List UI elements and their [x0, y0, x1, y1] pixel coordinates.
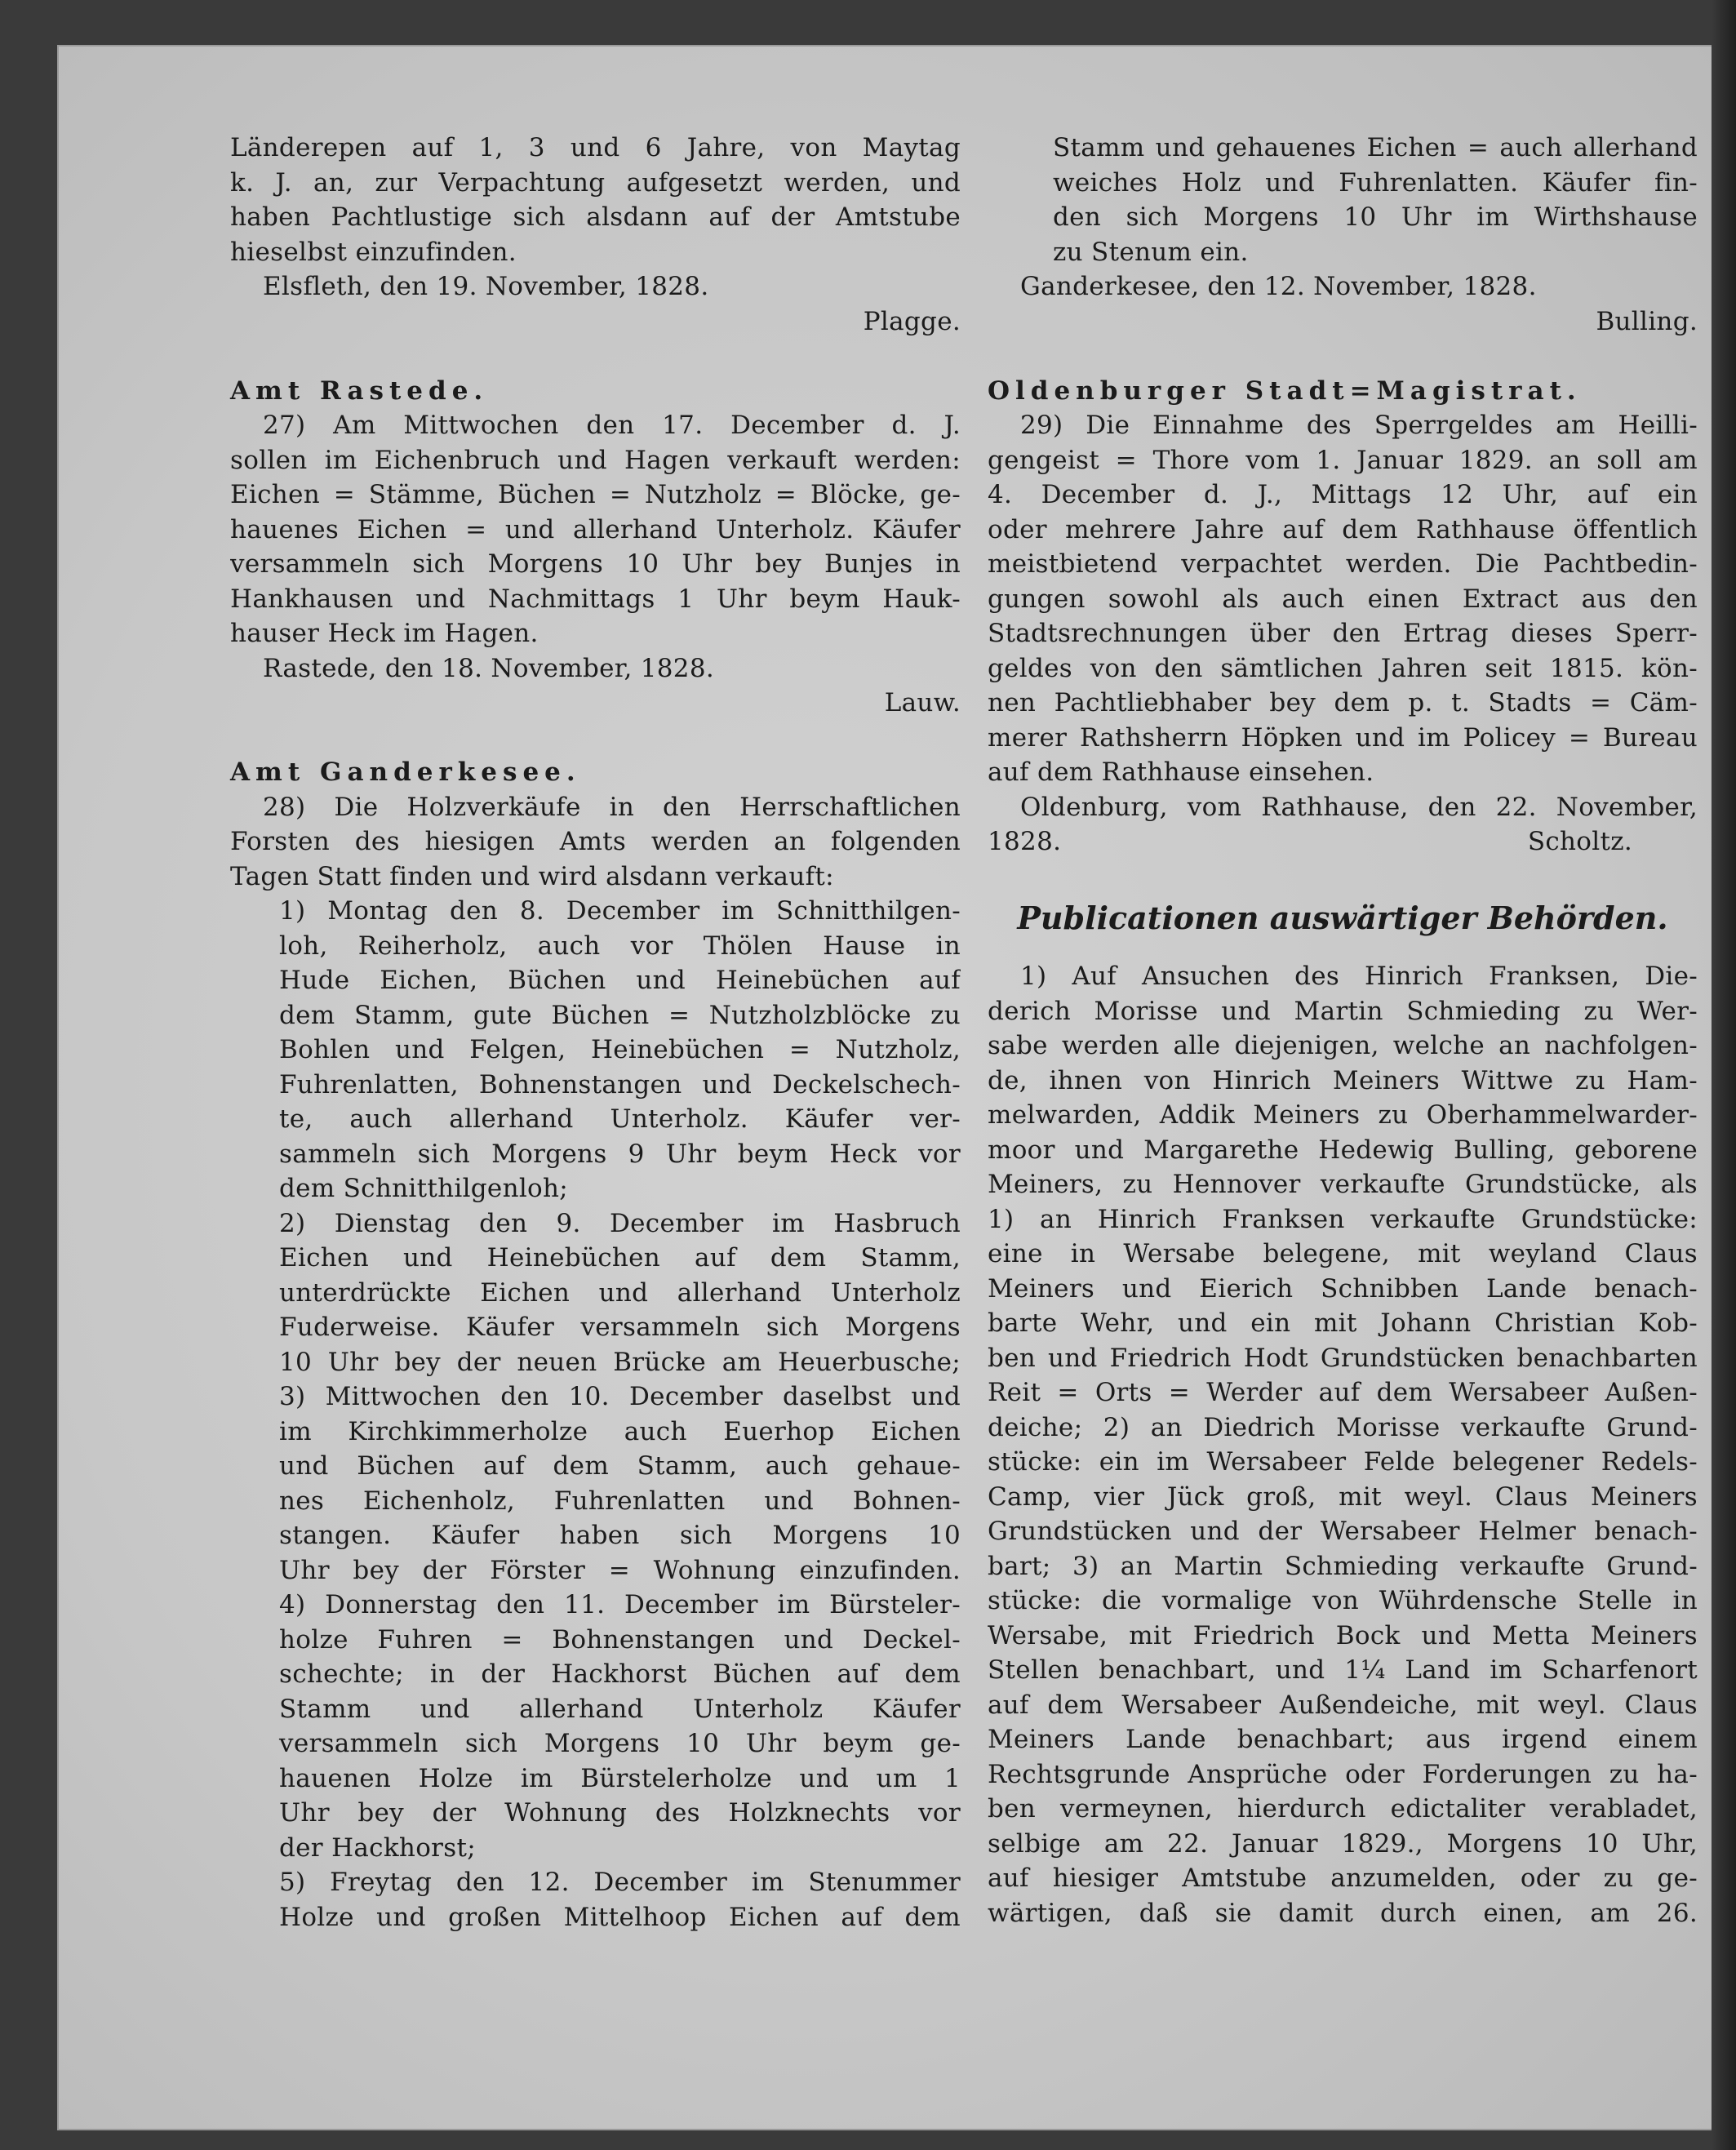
dateline-year: 1828. [988, 827, 1062, 856]
section-heading: Oldenburger Stadt=Magistrat. [988, 375, 1582, 406]
list-item-line: Bohlen und Felgen, Heinebüchen = Nutzholz, [279, 1035, 961, 1064]
spacer [988, 339, 1698, 374]
body-text-line: nen Pachtliebhaber bey dem p. t. Stadts = Cäm- [988, 688, 1698, 717]
signature: Scholtz. [1527, 827, 1632, 856]
list-item-line: Fuderweise. Käufer versammeln sich Morgens [279, 1313, 961, 1342]
spacer [230, 339, 961, 374]
body-text-line: hauser Heck im Hagen. [230, 619, 539, 648]
signature: Plagge. [863, 306, 961, 336]
body-text-line: Tagen Statt finden und wird alsdann verkauft: [230, 861, 834, 891]
body-text-line: Forsten des hiesigen Amts werden an folgenden [230, 827, 961, 856]
list-item-line: 4) Donnerstag den 11. December im Bürsteler- [279, 1590, 961, 1619]
list-item-line: 1) Montag den 8. December im Schnitthilgen- [279, 896, 961, 926]
body-text-line: 4. December d. J., Mittags 12 Uhr, auf ein [988, 480, 1698, 509]
list-item-line: sammeln sich Morgens 9 Uhr beym Heck vor [279, 1139, 961, 1169]
list-item-line: und Büchen auf dem Stamm, auch gehaue- [279, 1451, 961, 1481]
body-text-line: haben Pachtlustige sich alsdann auf der Amtstube [230, 202, 961, 232]
body-text-line: 28) Die Holzverkäufe in den Herrschaftlichen [263, 792, 961, 822]
spacer [988, 860, 1698, 895]
list-item-line: dem Schnitthilgenloh; [279, 1174, 569, 1203]
body-text-line: de, ihnen von Hinrich Meiners Wittwe zu Ham- [988, 1065, 1698, 1095]
list-item-line: loh, Reiherholz, auch vor Thölen Hause in [279, 931, 961, 961]
dateline: Oldenburg, vom Rathhause, den 22. November, [1020, 792, 1698, 822]
body-text-line: versammeln sich Morgens 10 Uhr bey Bunjes in [230, 549, 961, 579]
body-text-line: ben vermeynen, hierdurch edictaliter verabladet, [988, 1794, 1698, 1824]
body-text-line: 29) Die Einnahme des Sperrgeldes am Heilli- [1020, 411, 1698, 440]
body-text-line: 1) an Hinrich Franksen verkaufte Grundstücke: [988, 1204, 1698, 1234]
body-text-line: Stadtsrechnungen über den Ertrag dieses Sperr- [988, 619, 1698, 648]
list-item-line: Holze und großen Mittelhoop Eichen auf dem [279, 1902, 961, 1932]
dateline: Ganderkesee, den 12. November, 1828. [1020, 272, 1537, 301]
list-item-line: Hude Eichen, Büchen und Heinebüchen auf [279, 966, 961, 995]
list-item-line: unterdrückte Eichen und allerhand Unterholz [279, 1277, 961, 1308]
list-item-line: versammeln sich Morgens 10 Uhr beym ge- [279, 1729, 961, 1758]
signature: Lauw. [884, 688, 961, 717]
spacer [230, 721, 961, 756]
body-text-line: eine in Wersabe belegene, mit weyland Claus [988, 1239, 1698, 1268]
body-text-line: meistbietend verpachtet werden. Die Pachtbedin- [988, 549, 1698, 579]
page-edge-shadow [1712, 0, 1736, 2150]
list-item-line: Stamm und allerhand Unterholz Käufer [279, 1694, 961, 1724]
body-text-line: melwarden, Addik Meiners zu Oberhammelwarder- [988, 1100, 1698, 1130]
body-text-line: 27) Am Mittwochen den 17. December d. J. [263, 411, 961, 440]
body-text-line: Wersabe, mit Friedrich Bock und Metta Meiners [988, 1620, 1698, 1650]
body-text-line: hauenes Eichen = und allerhand Unterholz. Käufer [230, 514, 961, 544]
publications-heading: Publicationen auswärtiger Behörden. [1017, 900, 1668, 936]
body-text-line: Reit = Orts = Werder auf dem Wersabeer Außen- [988, 1378, 1698, 1407]
body-text-line: Stellen benachbart, und 1¼ Land im Scharfenort [988, 1655, 1698, 1685]
list-item-line: 10 Uhr bey der neuen Brücke am Heuerbusche; [279, 1347, 961, 1377]
body-text-line: sabe werden alle diejenigen, welche an nachfolgen- [988, 1031, 1698, 1060]
body-text-line: Eichen = Stämme, Büchen = Nutzholz = Blöcke, ge- [230, 480, 961, 509]
section-heading: Amt Rastede. [230, 375, 489, 406]
list-item-line: im Kirchkimmerholze auch Euerhop Eichen [279, 1416, 961, 1446]
body-text-line: Grundstücken und der Wersabeer Helmer benach- [988, 1517, 1698, 1546]
body-text-line: derich Morisse und Martin Schmieding zu Wer- [988, 996, 1698, 1026]
body-text-line: den sich Morgens 10 Uhr im Wirthshause [1053, 202, 1698, 232]
dateline-year-row [988, 824, 1698, 860]
body-text-line: 1) Auf Ansuchen des Hinrich Franksen, Die- [1020, 962, 1698, 991]
section-heading: Amt Ganderkesee. [230, 757, 581, 787]
list-item-line: dem Stamm, gute Büchen = Nutzholzblöcke zu [279, 1000, 961, 1030]
list-item-line: 5) Freytag den 12. December im Stenummer [279, 1868, 961, 1897]
body-text-line: auf dem Rathhause einsehen. [988, 757, 1374, 787]
body-text-line: zu Stenum ein. [1053, 237, 1249, 267]
list-item-line: Eichen und Heinebüchen auf dem Stamm, [279, 1243, 961, 1273]
body-text-line: selbige am 22. Januar 1829., Morgens 10 Uhr, [988, 1828, 1698, 1859]
body-text-line: Rechtsgrunde Ansprüche oder Forderungen zu ha- [988, 1759, 1698, 1789]
body-text-line: oder mehrere Jahre auf dem Rathhause öffentlich [988, 514, 1698, 544]
body-text-line: gengeist = Thore vom 1. Januar 1829. an soll am [988, 445, 1698, 475]
body-text-line: weiches Holz und Fuhrenlatten. Käufer fin- [1053, 167, 1698, 198]
body-text-line: geldes von den sämtlichen Jahren seit 1815. kön- [988, 653, 1698, 683]
body-text-line: moor und Margarethe Hedewig Bulling, geborene [988, 1135, 1698, 1165]
body-text-line: merer Rathsherrn Höpken und im Policey = Bureau [988, 722, 1698, 753]
signature: Bulling. [1596, 306, 1698, 336]
body-text-line: deiche; 2) an Diedrich Morisse verkaufte Grund- [988, 1412, 1698, 1442]
list-item-line: holze Fuhren = Bohnenstangen und Deckel- [279, 1624, 961, 1655]
list-item-line: 2) Dienstag den 9. December im Hasbruch [279, 1208, 961, 1238]
body-text-line: Meiners, zu Hennover verkaufte Grundstücke, als [988, 1170, 1698, 1199]
body-text-line: k. J. an, zur Verpachtung aufgesetzt werden, und [230, 167, 961, 198]
body-text-line: auf hiesiger Amtstube anzumelden, oder zu ge- [988, 1863, 1698, 1893]
body-text-line: Camp, vier Jück groß, mit weyl. Claus Meiners [988, 1481, 1698, 1512]
body-text-line: auf dem Wersabeer Außendeiche, mit weyl. Claus [988, 1690, 1698, 1720]
body-text-line: barte Wehr, und ein mit Johann Christian Kob- [988, 1308, 1698, 1338]
body-text-line: stücke: ein im Wersabeer Felde belegener Redels- [988, 1447, 1698, 1477]
body-text-line: sollen im Eichenbruch und Hagen verkauft werden: [230, 445, 961, 475]
body-text-line: bart; 3) an Martin Schmieding verkaufte Grund- [988, 1551, 1698, 1581]
list-item-line: stangen. Käufer haben sich Morgens 10 [279, 1521, 961, 1550]
body-text-line: gungen sowohl als auch einen Extract aus den [988, 584, 1698, 614]
body-text-line: ben und Friedrich Hodt Grundstücken benachbarten [988, 1343, 1698, 1373]
body-text-line: Länderepen auf 1, 3 und 6 Jahre, von Maytag [230, 133, 961, 162]
body-text-line: Meiners Lande benachbart; aus irgend einem [988, 1725, 1698, 1754]
dateline: Rastede, den 18. November, 1828. [263, 653, 715, 683]
body-text-line: Meiners und Eierich Schnibben Lande benach- [988, 1273, 1698, 1304]
list-item-line: schechte; in der Hackhorst Büchen auf dem [279, 1659, 961, 1689]
list-item-line: Fuhrenlatten, Bohnenstangen und Deckelschech- [279, 1069, 961, 1099]
dateline: Elsfleth, den 19. November, 1828. [263, 272, 709, 301]
list-item-line: der Hackhorst; [279, 1832, 476, 1863]
body-text-line: Stamm und gehauenes Eichen = auch allerhand [1053, 133, 1698, 162]
list-item-line: te, auch allerhand Unterholz. Käufer ver- [279, 1104, 961, 1134]
list-item-line: hauenen Holze im Bürstelerholze und um 1 [279, 1763, 961, 1793]
list-item-line: Uhr bey der Förster = Wohnung einzufinden. [279, 1555, 961, 1585]
body-text-line: wärtigen, daß sie damit durch einen, am 26. [988, 1898, 1698, 1928]
left-column [230, 131, 961, 1935]
list-item-line: 3) Mittwochen den 10. December daselbst und [279, 1382, 961, 1411]
right-column [988, 131, 1698, 1930]
spacer [988, 943, 1698, 959]
body-text-line: stücke: die vormalige von Wührdensche Stelle in [988, 1586, 1698, 1615]
list-item-line: nes Eichenholz, Fuhrenlatten und Bohnen- [279, 1486, 961, 1516]
body-text-line: hieselbst einzufinden. [230, 237, 517, 267]
list-item-line: Uhr bey der Wohnung des Holzknechts vor [279, 1798, 961, 1828]
body-text-line: Hankhausen und Nachmittags 1 Uhr beym Hauk- [230, 584, 961, 614]
